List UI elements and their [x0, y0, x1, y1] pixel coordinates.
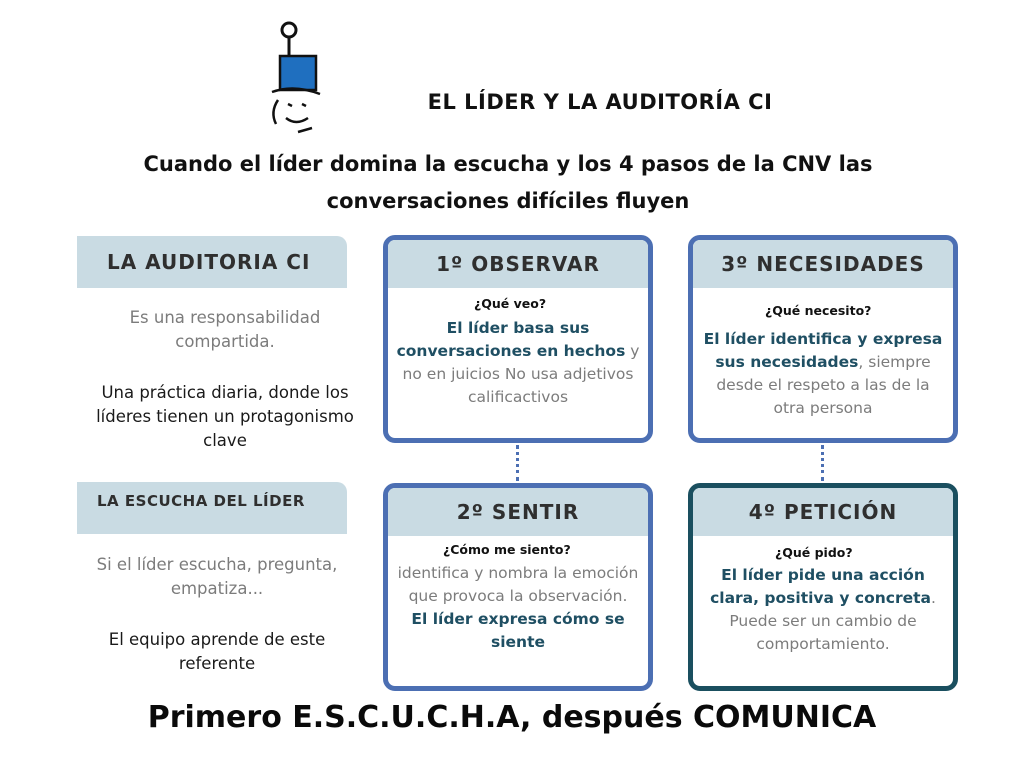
figure-logo-icon: [262, 20, 328, 138]
footer-slogan: Primero E.S.C.U.C.H.A, después COMUNICA: [147, 700, 877, 735]
step-card-peticion: [688, 483, 958, 691]
step-card-sentir: [383, 483, 653, 691]
auditoria-text-1: Es una responsabilidad compartida.: [129, 308, 321, 351]
step-rest-peticion: .: [930, 589, 936, 607]
auditoria-text-2: Una práctica diaria, donde los líderes tienen un protagonismo clave: [96, 383, 354, 450]
escucha-heading: LA ESCUCHA DEL LÍDER: [77, 482, 347, 534]
subtitle-line-1: Cuando el líder domina la escucha y los 4 pasos de la CNV las: [143, 152, 873, 176]
step-body-observar: [396, 317, 640, 409]
step-body-peticion: [701, 564, 945, 656]
step-highlight-necesidades: El líder identifica y expresa sus necesidades: [703, 330, 943, 371]
connector-observar-sentir: [516, 445, 519, 481]
step-question-necesidades: ¿Qué necesito?: [765, 303, 872, 318]
step-card-observar: [383, 235, 653, 443]
step-title-observar: 1º OBSERVAR: [388, 240, 648, 288]
page-title: EL LÍDER Y LA AUDITORÍA CI: [427, 90, 773, 114]
connector-necesidades-peticion: [821, 445, 824, 481]
step-question-peticion: ¿Qué pido?: [775, 545, 853, 560]
auditoria-heading: LA AUDITORIA CI: [77, 236, 347, 288]
step-rest-observar: y no en juicios No usa adjetivos calificactivos: [402, 342, 640, 406]
step-highlight-peticion: El líder pide una acción clara, positiva y concreta: [710, 566, 931, 607]
step-rest-necesidades: , siempre desde el respeto a las de la otra persona: [716, 353, 931, 417]
step-body-sentir: [396, 562, 640, 654]
step-title-sentir: 2º SENTIR: [388, 488, 648, 536]
step-question-sentir: ¿Cómo me siento?: [443, 542, 571, 557]
step-title-peticion: 4º PETICIÓN: [693, 488, 953, 536]
step-highlight-sentir: El líder expresa cómo se siente: [411, 610, 625, 651]
escucha-text-1: Si el líder escucha, pregunta, empatiza...: [96, 555, 338, 598]
subtitle-line-2: conversaciones difíciles fluyen: [326, 189, 690, 213]
step-card-necesidades: [688, 235, 958, 443]
step-plain-peticion: Puede ser un cambio de comportamiento.: [729, 612, 917, 653]
escucha-text-2: El equipo aprende de este referente: [108, 630, 326, 673]
step-title-necesidades: 3º NECESIDADES: [693, 240, 953, 288]
step-highlight-observar: El líder basa sus conversaciones en hechos: [396, 319, 626, 360]
step-plain-sentir: identifica y nombra la emoción que provoca la observación.: [397, 564, 639, 605]
page-subtitle: [120, 146, 896, 220]
step-question-observar: ¿Qué veo?: [474, 296, 547, 311]
step-body-necesidades: [701, 328, 945, 420]
